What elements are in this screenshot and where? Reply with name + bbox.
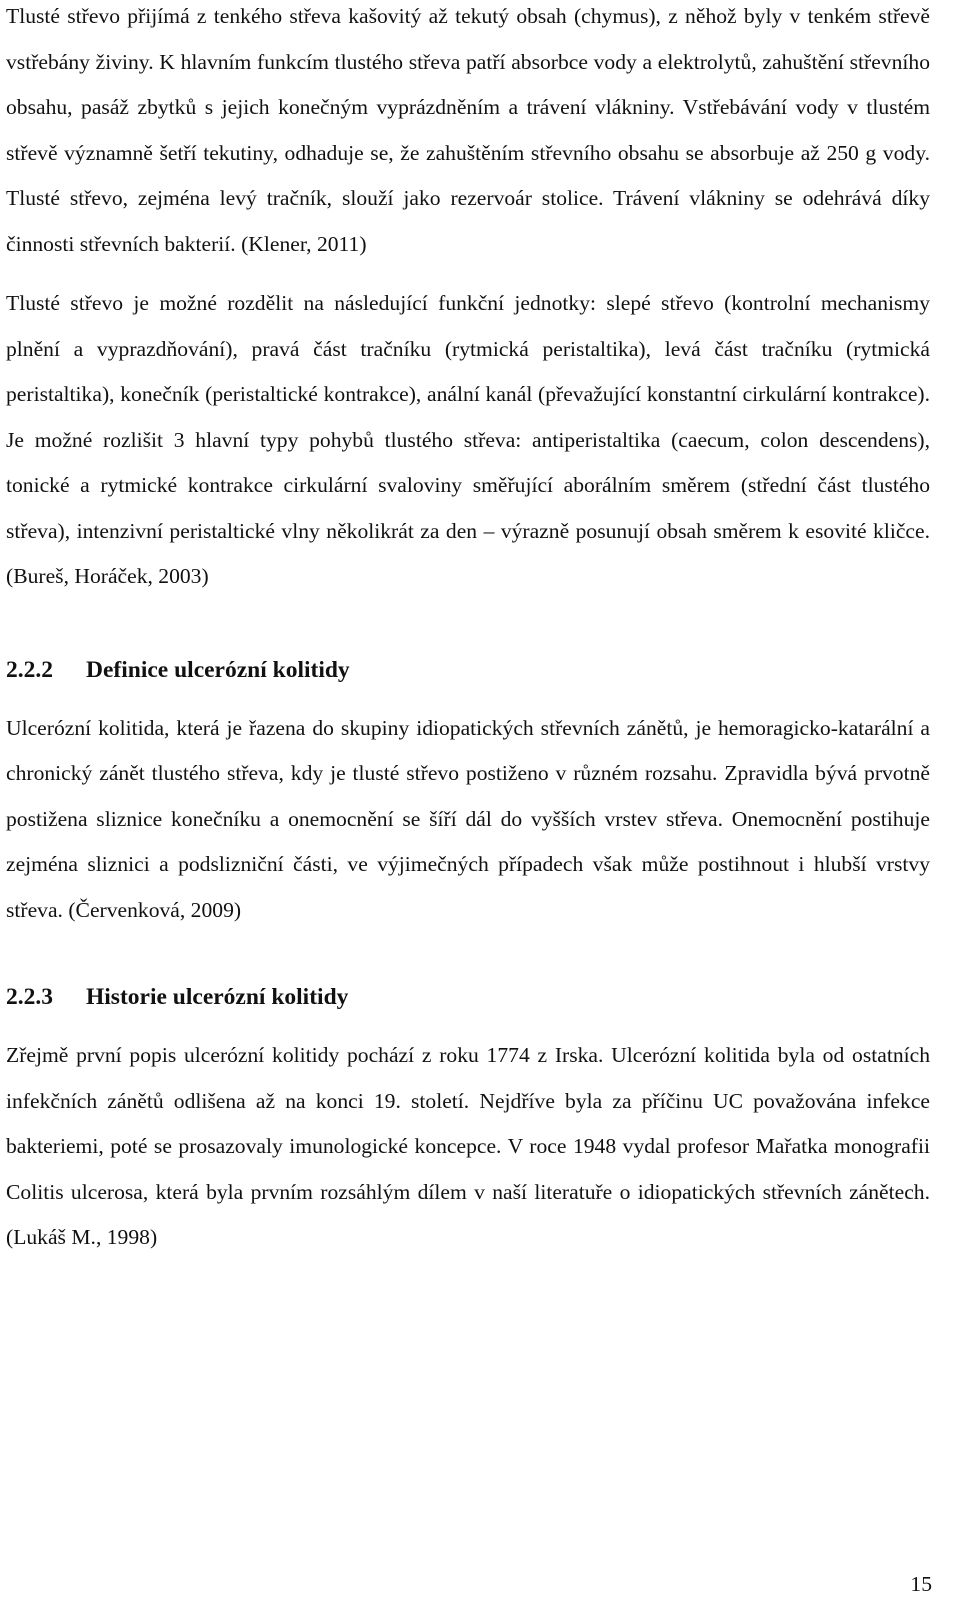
paragraph-definition: Ulcerózní kolitida, která je řazena do skupiny idiopatických střevních zánětů, je hemoragicko-katarální a chronický zánět tlustého střeva, kdy je tlusté střevo postiženo v různém rozsahu. Zpravidla bývá prvotně postižena sliznice konečníku a onemocnění se šíří dál do vyšších vrstev střeva. Onemocnění postihuje zejména sliznici a podslizniční části, ve výjimečných případech však může postihnout i hlubší vrstvy střeva. (Červenková, 2009) xyxy=(6,715,930,922)
paragraph-history: Zřejmě první popis ulcerózní kolitidy pochází z roku 1774 z Irska. Ulcerózní kolitida byla od ostatních infekčních zánětů odlišena až na konci 19. století. Nejdříve byla za příčinu UC považována infekce bakteriemi, poté se prosazovaly imunologické koncepce. V roce 1948 vydal profesor Mařatka monografii Colitis ulcerosa, která byla prvním rozsáhlým dílem v naší literatuře o idiopatických střevních zánětech. (Lukáš M., 1998) xyxy=(6,1043,930,1249)
paragraph-colon-units: Tlusté střevo je možné rozdělit na následující funkční jednotky: slepé střevo (kontrolní mechanismy plnění a vyprazdňování), pravá část tračníku (rytmická peristaltika), levá část tračníku (rytmická peristaltika), konečník (peristaltické kontrakce), anální kanál (převažující konstantní cirkulární kontrakce). Je možné rozlišit 3 hlavní typy pohybů tlustého střeva: antiperistaltika (caecum, colon descendens), tonické a rytmické kontrakce cirkulární svaloviny směřující aborálním směrem (střední část tlustého střeva), intenzivní peristaltické vlny několikrát za den – výrazně posunují obsah směrem k esovité kličce. (Bureš, Horáček, 2003) xyxy=(6,291,930,588)
section-title: Historie ulcerózní kolitidy xyxy=(86,984,349,1010)
section-heading-definition xyxy=(6,640,930,700)
paragraph-colon-function: Tlusté střevo přijímá z tenkého střeva kašovitý až tekutý obsah (chymus), z něhož byly v tenkém střevě vstřebány živiny. K hlavním funkcím tlustého střeva patří absorbce vody a elektrolytů, zahuštění střevního obsahu, pasáž zbytků s jejich konečným vyprázdněním a trávení vlákniny. Vstřebávání vody v tlustém střevě významně šetří tekutiny, odhaduje se, že zahuštěním střevního obsahu se absorbuje až 250 g vody. Tlusté střevo, zejména levý tračník, slouží jako rezervoár stolice. Trávení vlákniny se odehrává díky činnosti střevních bakterií. (Klener, 2011) xyxy=(6,4,930,256)
section-number: 2.2.3 xyxy=(6,984,53,1010)
section-number: 2.2.2 xyxy=(6,656,53,683)
document-page xyxy=(6,0,930,1261)
page-number: 15 xyxy=(910,1572,932,1596)
section-heading-history xyxy=(6,967,930,1027)
section-title: Definice ulcerózní kolitidy xyxy=(86,656,350,683)
